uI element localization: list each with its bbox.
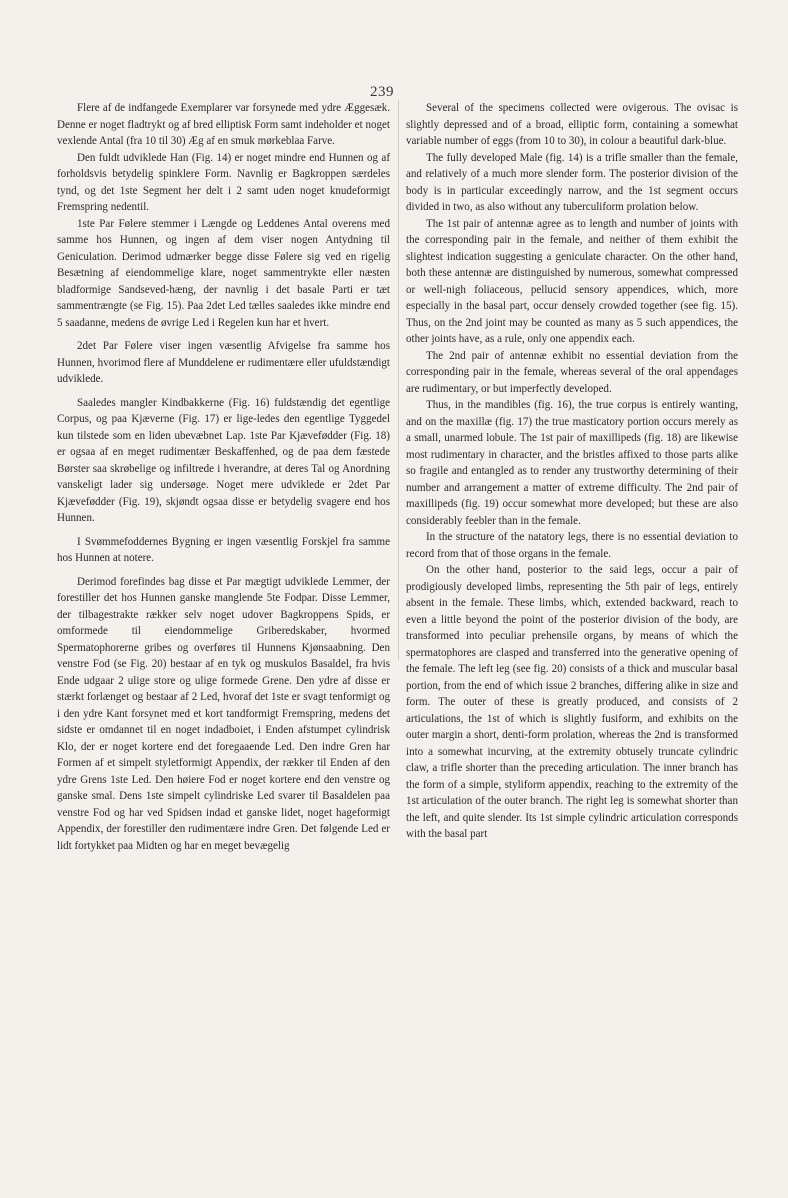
paragraph: The 1st pair of antennæ agree as to length and number of joints with the corresponding pair in the female, and neither of them exhibit the slightest indication suggesting a geniculate character. On the other hand, both these antennæ are distinguished by numerous, somewhat compressed or well-nigh foliaceous, pellucid sensory appendices, which, more especially in the basal part, occur densely crowded together (see fig. 15). Thus, on the 2nd joint may be counted as many as 5 such appendices, the other joints have, as a rule, only one appendix each. (406, 217, 738, 345)
paragraph: The 2nd pair of antennæ exhibit no essential deviation from the corresponding pair in the female, whereas several of the oral appendages are rudimentary, or but imperfectly developed. (406, 349, 738, 395)
paragraph: I Svømmefoddernes Bygning er ingen væsentlig Forskjel fra samme hos Hunnen at notere. (57, 535, 390, 564)
paragraph: Thus, in the mandibles (fig. 16), the true corpus is entirely wanting, and on the maxillæ (fig. 17) the true masticatory portion occurs merely as a small, unarmed lobule. The 1st pair of maxillipeds (fig. 18) are likewise most rudimentary in character, and the bristles affixed to those parts alike so fragile and entangled as to render any trustworthy determining of their number and arrangement a matter of extreme difficulty. The 2nd pair of maxillipeds (fig. 19) occur somewhat more developed; but these are also considerably feebler than in the female. (406, 399, 738, 527)
paragraph: The fully developed Male (fig. 14) is a trifle smaller than the female, and relatively of a much more slender form. The posterior division of the body is in particular exceedingly narrow, and the 1st segment occurs divided in two, as also without any tuberculiform prolation below. (406, 151, 738, 213)
column-divider (398, 100, 399, 660)
english-column (406, 100, 738, 843)
paragraph: Flere af de indfangede Exemplarer var forsynede med ydre Æggesæk. Denne er noget fladtrykt og af bred elliptisk Form samt indeholder et noget vexlende Antal (fra 10 til 30) Æg af en smuk mørkeblaa Farve. (57, 102, 390, 147)
paragraph: In the structure of the natatory legs, there is no essential deviation to record from that of those organs in the female. (406, 531, 738, 560)
page-number: 239 (370, 84, 394, 100)
paragraph: Several of the specimens collected were ovigerous. The ovisac is slightly depressed and of a broad, elliptic form, containing a somewhat variable number of eggs (from 10 to 30), in colour a beautiful dark-blue. (406, 102, 738, 147)
paragraph: 2det Par Følere viser ingen væsentlig Afvigelse fra samme hos Hunnen, hvorimod flere af Munddelene er rudimentære eller ufuldstændigt udviklede. (57, 340, 390, 385)
paragraph: 1ste Par Følere stemmer i Længde og Leddenes Antal overens med samme hos Hunnen, og ingen af dem viser nogen Antydning til Geniculation. Derimod udmærker begge disse Følere sig ved en rigelig Besætning af eiendommelige klare, noget sammentrykte eller næsten bladformige Sandseved-hæng, der navnlig i det basale Parti er tæt sammentrængte (se Fig. 15). Paa 2det Led tælles saaledes ikke mindre end 5 saadanne, medens de øvrige Led i Regelen kun har et hvert. (57, 217, 390, 329)
paragraph: On the other hand, posterior to the said legs, occur a pair of prodigiously developed limbs, representing the 5th pair of legs, entirely absent in the female. These limbs, which, extended backward, reach to even a little beyond the point of the posterior division of the body, are transformed into peculiar prehensile organs, by means of which the spermatophores are clasped and transferred into the generative opening of the female. The left leg (see fig. 20) consists of a thick and muscular basal portion, from the end of which issue 2 branches, differing alike in size and form. The outer of these is greatly produced, and consists of 2 articulations, the 1st of which is slightly fusiform, and exhibits on the outer margin a short, denti-form prolation, whereas the 2nd is transformed into a somewhat incurving, at the extremity obtusely truncate cylindric claw, a trifle shorter than the preceding articulation. The inner branch has the form of a simple, styliform appendix, reaching to the extremity of the 1st articulation of the outer branch. The right leg is somewhat shorter than the left, and quite slender. Its 1st simple cylindric articulation corresponds with the basal part (406, 564, 738, 840)
paragraph: Den fuldt udviklede Han (Fig. 14) er noget mindre end Hunnen og af forholdsvis betydelig spinklere Form. Navnlig er Bagkroppen særdeles tynd, og det 1ste Segment her delt i 2 samt uden noget knudeformigt Fremspring nedentil. (57, 151, 390, 213)
danish-column (57, 100, 390, 854)
paragraph: Saaledes mangler Kindbakkerne (Fig. 16) fuldstændig det egentlige Corpus, og paa Kjæverne (Fig. 17) er lige-ledes den egentlige Tyggedel kun tilstede som en liden ubevæbnet Lap. 1ste Par Kjævefødder (Fig. 18) er ogsaa af en meget rudimentær Beskaffenhed, og de paa dem fæstede Børster saa skrøbelige og infiltrede i hverandre, at deres Tal og Anordning vanskeligt lader sig undersøge. Noget mere udviklede er 2det Par Kjævefødder (Fig. 19), skjøndt ogsaa disse er betydelig svagere end hos Hunnen. (57, 396, 390, 524)
paragraph: Derimod forefindes bag disse et Par mægtigt udviklede Lemmer, der forestiller det hos Hunnen ganske manglende 5te Fodpar. Disse Lemmer, der tilbagestrakte rækker selv noget udover Bagkroppens Spids, er omformede til eiendommelige Griberedskaber, hvormed Spermatophorerne gribes og overføres til Hunnens Kjønsaabning. Den venstre Fod (se Fig. 20) bestaar af en tyk og muskulos Basaldel, fra hvis Ende udgaar 2 ulige store og ulige formede Grene. Den ydre af disse er stærkt forlænget og bestaar af 2 Led, hvoraf det 1ste er svagt tenformigt og i den ydre Kant forsynet med et kort tandformigt Fremspring, medens det sidste er omdannet til en noget indadboiet, i Enden afstumpet cylindrisk Klo, der er noget kortere end det foregaaende Led. Den indre Gren har Formen af et simpelt styletformigt Appendix, der rækker til Enden af den ydre Grens 1ste Led. Den høiere Fod er noget kortere end den venstre og ganske smal. Dens 1ste simpelt cylindriske Led svarer til Basaldelen paa venstre Fod og har ved Spidsen indad et ganske lidet, noget hageformigt Appendix, der forestiller den rudimentære indre Gren. Det følgende Led er lidt fortykket paa Midten og har en meget bevægelig (57, 575, 390, 852)
